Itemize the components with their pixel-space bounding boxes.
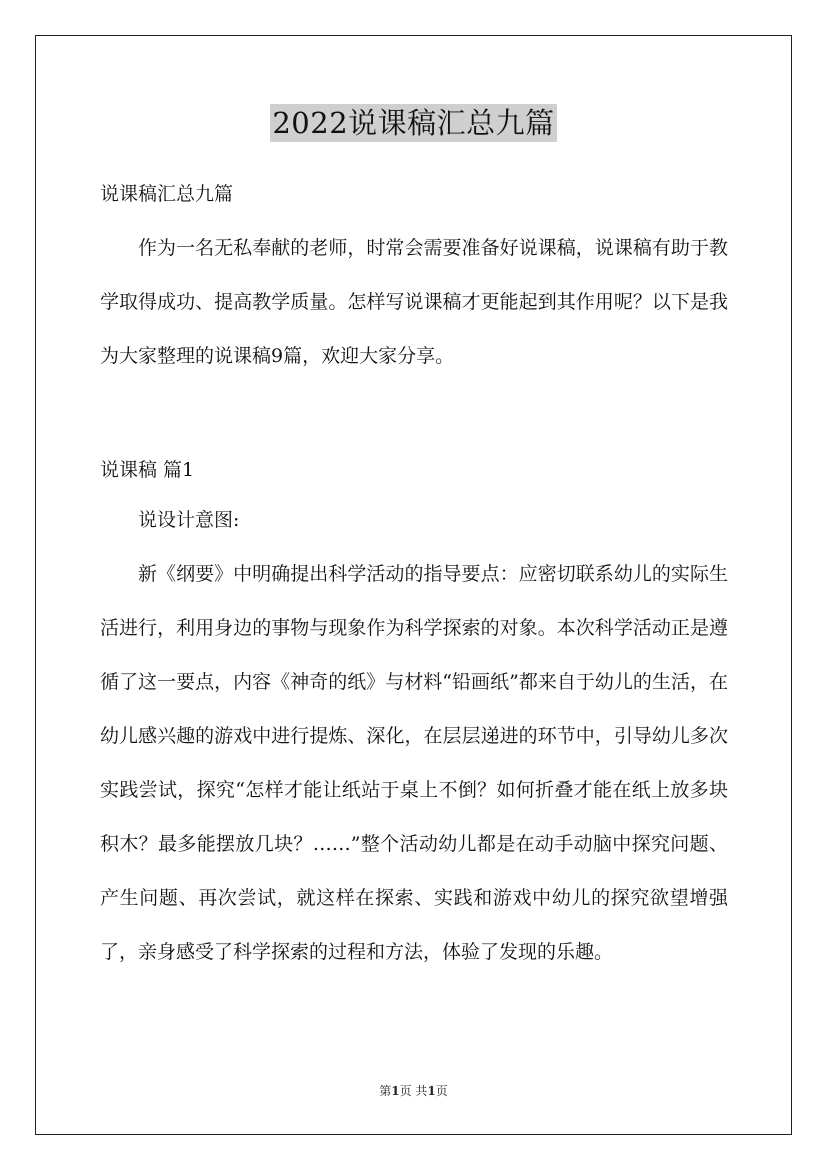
page-footer bbox=[0, 1082, 827, 1099]
document-subtitle: 说课稿汇总九篇 bbox=[100, 183, 234, 205]
footer-page-total: 1 bbox=[427, 1084, 436, 1098]
section-heading: 说课稿 篇1 bbox=[100, 459, 195, 481]
footer-page-mid: 页 共 bbox=[399, 1084, 428, 1098]
document-body bbox=[100, 177, 728, 979]
title-container bbox=[0, 104, 827, 142]
design-intent-label: 说设计意图: bbox=[138, 509, 240, 531]
intro-paragraph: 作为一名无私奉献的老师，时常会需要准备好说课稿，说课稿有助于教学取得成功、提高教学质量。怎样写说课稿才更能起到其作用呢？以下是我为大家整理的说课稿9篇，欢迎大家分享。 bbox=[100, 237, 728, 367]
footer-page-current: 1 bbox=[391, 1084, 400, 1098]
footer-page-prefix: 第 bbox=[379, 1084, 392, 1098]
section-body-paragraph: 新《纲要》中明确提出科学活动的指导要点：应密切联系幼儿的实际生活进行，利用身边的事物与现象作为科学探索的对象。本次科学活动正是遵循了这一要点，内容《神奇的纸》与材料“铅画纸”都来自于幼儿的生活，在幼儿感兴趣的游戏中进行提炼、深化，在层层递进的环节中，引导幼儿多次实践尝试，探究“怎样才能让纸站于桌上不倒？如何折叠才能在纸上放多块积木？最多能摆放几块？……”整个活动幼儿都是在动手动脑中探究问题、产生问题、再次尝试，就这样在探索、实践和游戏中幼儿的探究欲望增强了，亲身感受了科学探索的过程和方法，体验了发现的乐趣。 bbox=[100, 563, 728, 963]
document-title: 2022说课稿汇总九篇 bbox=[272, 106, 555, 140]
footer-page-suffix: 页 bbox=[435, 1084, 448, 1098]
